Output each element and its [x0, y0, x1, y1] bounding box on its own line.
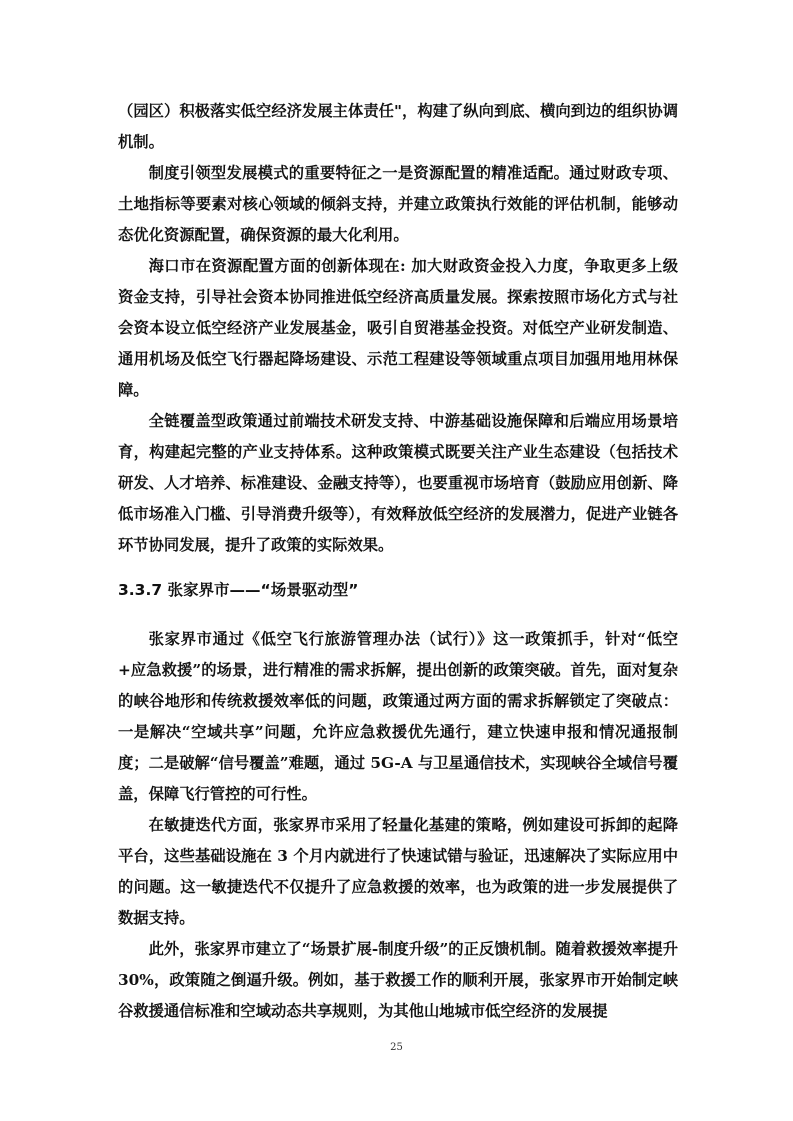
- body-text-top: [118, 96, 678, 561]
- section-heading: 3.3.7 张家界市——“场景驱动型”: [118, 581, 359, 599]
- body-text-bottom: [118, 624, 678, 1027]
- paragraph-haikou: 海口市在资源配置方面的创新体现在: 加大财政资金投入力度，争取更多上级资金支持，引导社会资本协同推进低空经济高质量发展。探索按照市场化方式与社会资本设立低空经济产业发展基金，吸引自贸港基金投资。对低空产业研发制造、通用机场及低空飞行器起降场建设、示范工程建设等领域重点项目加强用地用林保障。: [118, 257, 678, 399]
- paragraph-resource-allocation: 制度引领型发展模式的重要特征之一是资源配置的精准适配。通过财政专项、土地指标等要素对核心领域的倾斜支持，并建立政策执行效能的评估机制，能够动态优化资源配置，确保资源的最大化利用。: [118, 164, 678, 244]
- paragraph-agile-iteration: 在敏捷迭代方面，张家界市采用了轻量化基建的策略，例如建设可拆卸的起降平台，这些基础设施在 3 个月内就进行了快速试错与验证，迅速解决了实际应用中的问题。这一敏捷迭代不仅提升了应急救援的效率，也为政策的进一步发展提供了数据支持。: [118, 816, 678, 927]
- paragraph-full-chain: 全链覆盖型政策通过前端技术研发支持、中游基础设施保障和后端应用场景培育，构建起完整的产业支持体系。这种政策模式既要关注产业生态建设（包括技术研发、人才培养、标准建设、金融支持等），也要重视市场培育（鼓励应用创新、降低市场准入门槛、引导消费升级等），有效释放低空经济的发展潜力，促进产业链各环节协同发展，提升了政策的实际效果。: [118, 412, 678, 554]
- page-number: 25: [390, 1042, 403, 1053]
- paragraph-feedback-mechanism: 此外，张家界市建立了“场景扩展-制度升级”的正反馈机制。随着救援效率提升 30%，政策随之倒逼升级。例如，基于救援工作的顺利开展，张家界市开始制定峡谷救援通信标准和空域动态共享规则，为其他山地城市低空经济的发展提: [118, 940, 678, 1020]
- paragraph-continuation: （园区）积极落实低空经济发展主体责任"，构建了纵向到底、横向到边的组织协调机制。: [118, 102, 678, 151]
- paragraph-zhangjiajie-policy: 张家界市通过《低空飞行旅游管理办法（试行）》这一政策抓手，针对“低空+应急救援”的场景，进行精准的需求拆解，提出创新的政策突破。首先，面对复杂的峡谷地形和传统救援效率低的问题，政策通过两方面的需求拆解锁定了突破点：一是解决“空域共享”问题，允许应急救援优先通行，建立快速申报和情况通报制度；二是破解“信号覆盖”难题，通过 5G-A 与卫星通信技术，实现峡谷全域信号覆盖，保障飞行管控的可行性。: [118, 630, 678, 803]
